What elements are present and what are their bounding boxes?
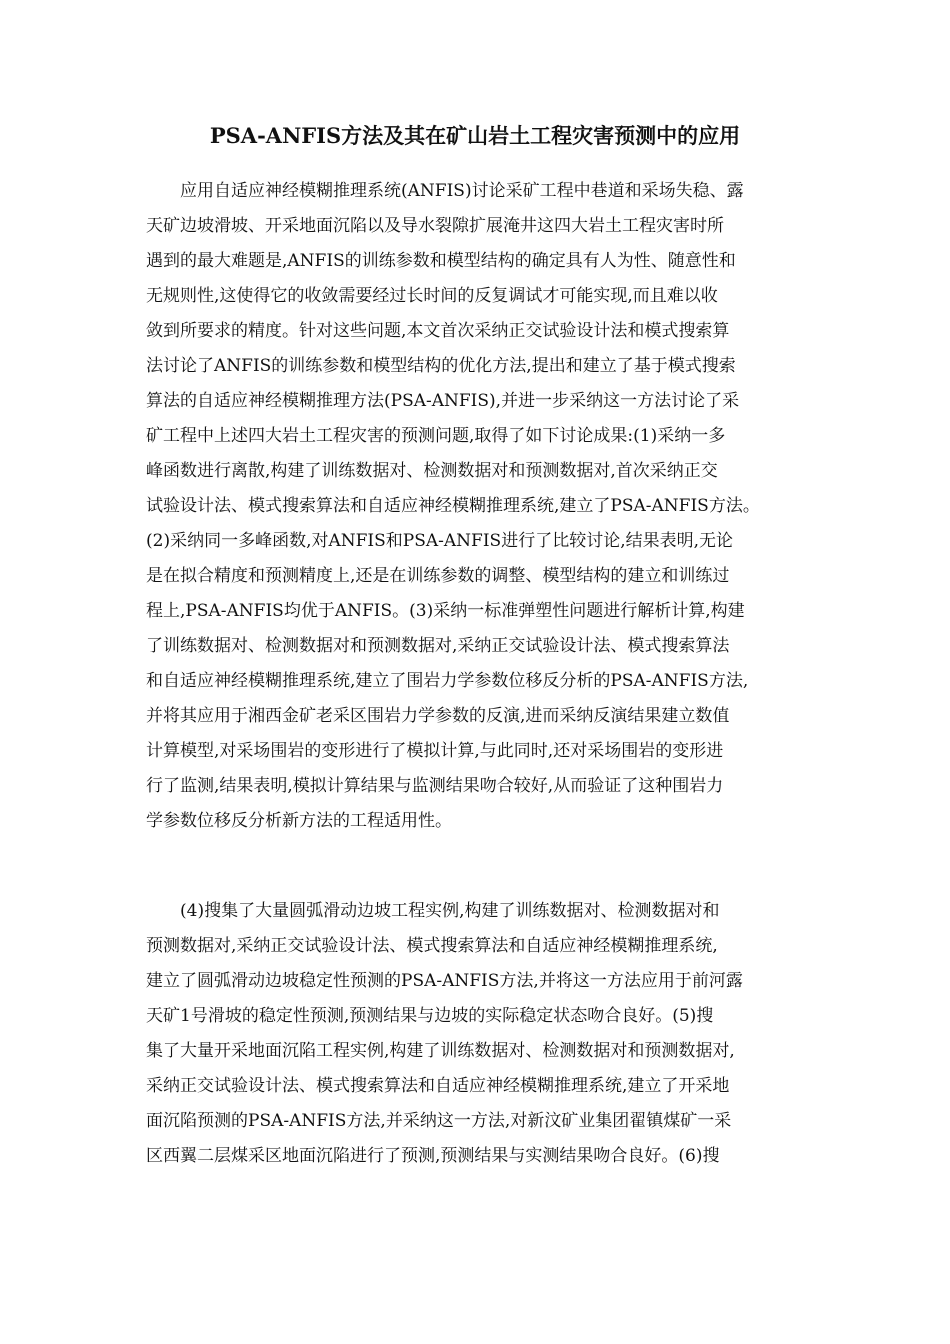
paragraph-line: 并将其应用于湘西金矿老采区围岩力学参数的反演,进而采纳反演结果建立数值 (146, 706, 730, 726)
paragraph-line: 采纳正交试验设计法、模式搜索算法和自适应神经模糊推理系统,建立了开采地 (146, 1076, 730, 1096)
paragraph-line: 程上,PSA-ANFIS均优于ANFIS。(3)采纳一标准弹塑性问题进行解析计算,构建 (146, 601, 745, 621)
paragraph-line: 行了监测,结果表明,模拟计算结果与监测结果吻合较好,从而验证了这种围岩力 (146, 776, 724, 796)
paragraph-line: 天矿1号滑坡的稳定性预测,预测结果与边坡的实际稳定状态吻合良好。(5)搜 (146, 1006, 714, 1026)
page-title: PSA-ANFIS方法及其在矿山岩土工程灾害预测中的应用 (209, 123, 741, 148)
paragraph-line: 算法的自适应神经模糊推理方法(PSA-ANFIS),并进一步采纳这一方法讨论了采 (146, 391, 740, 411)
paragraph-line: 预测数据对,采纳正交试验设计法、模式搜索算法和自适应神经模糊推理系统, (146, 936, 718, 956)
paragraph-line: 试验设计法、模式搜索算法和自适应神经模糊推理系统,建立了PSA-ANFIS方法。 (146, 496, 760, 516)
paragraph-line: 和自适应神经模糊推理系统,建立了围岩力学参数位移反分析的PSA-ANFIS方法, (146, 671, 749, 691)
paragraph-line: 矿工程中上述四大岩土工程灾害的预测问题,取得了如下讨论成果:(1)采纳一多 (146, 426, 726, 446)
paragraph-line: 计算模型,对采场围岩的变形进行了模拟计算,与此同时,还对采场围岩的变形进 (146, 741, 724, 761)
paragraph-line: 是在拟合精度和预测精度上,还是在训练参数的调整、模型结构的建立和训练过 (146, 566, 730, 586)
body-paragraph-1 (146, 174, 826, 839)
paragraph-line: 面沉陷预测的PSA-ANFIS方法,并采纳这一方法,对新汶矿业集团翟镇煤矿一采 (146, 1111, 732, 1131)
paragraph-line: 法讨论了ANFIS的训练参数和模型结构的优化方法,提出和建立了基于模式搜索 (146, 356, 736, 376)
paragraph-line: 了训练数据对、检测数据对和预测数据对,采纳正交试验设计法、模式搜索算法 (146, 636, 730, 656)
paragraph-line: 峰函数进行离散,构建了训练数据对、检测数据对和预测数据对,首次采纳正交 (146, 461, 718, 481)
paragraph-line: 建立了圆弧滑动边坡稳定性预测的PSA-ANFIS方法,并将这一方法应用于前河露 (146, 971, 743, 991)
paragraph-line: 遇到的最大难题是,ANFIS的训练参数和模型结构的确定具有人为性、随意性和 (146, 251, 736, 271)
paragraph-line: 学参数位移反分析新方法的工程适用性。 (146, 811, 452, 831)
paragraph-line: (4)搜集了大量圆弧滑动边坡工程实例,构建了训练数据对、检测数据对和 (180, 901, 720, 921)
body-paragraph-2 (146, 894, 826, 1174)
paragraph-line: 应用自适应神经模糊推理系统(ANFIS)讨论采矿工程中巷道和采场失稳、露 (180, 181, 744, 201)
paragraph-line: 集了大量开采地面沉陷工程实例,构建了训练数据对、检测数据对和预测数据对, (146, 1041, 735, 1061)
paragraph-line: 敛到所要求的精度。针对这些问题,本文首次采纳正交试验设计法和模式搜索算 (146, 321, 730, 341)
paragraph-line: 区西翼二层煤采区地面沉陷进行了预测,预测结果与实测结果吻合良好。(6)搜 (146, 1146, 720, 1166)
paragraph-line: 天矿边坡滑坡、开采地面沉陷以及导水裂隙扩展淹井这四大岩土工程灾害时所 (146, 216, 724, 236)
paragraph-line: (2)采纳同一多峰函数,对ANFIS和PSA-ANFIS进行了比较讨论,结果表明,无论 (146, 531, 734, 551)
paragraph-line: 无规则性,这使得它的收敛需要经过长时间的反复调试才可能实现,而且难以收 (146, 286, 718, 306)
